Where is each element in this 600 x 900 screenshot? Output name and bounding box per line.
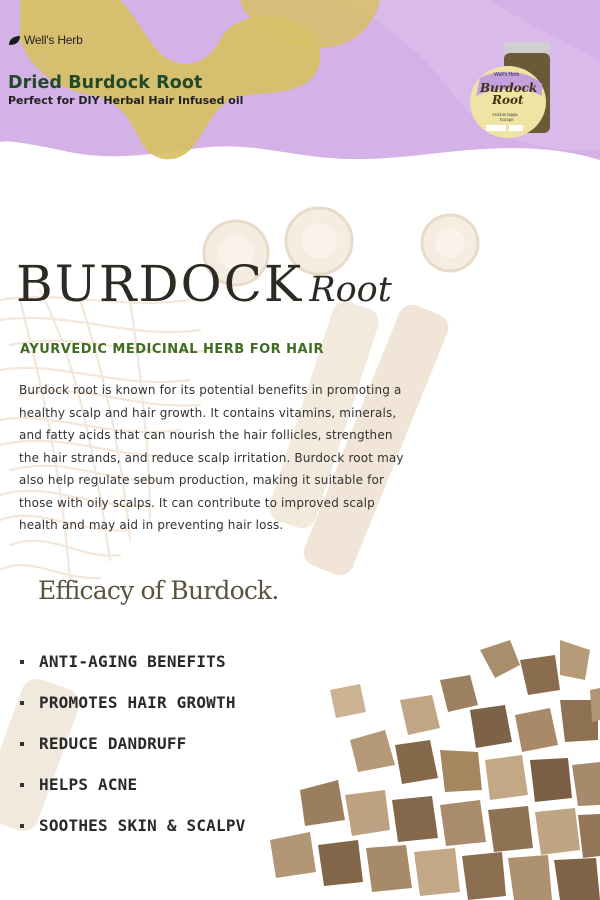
list-item	[20, 641, 246, 682]
product-title: Dried Burdock Root	[8, 73, 203, 93]
benefit-label: ANTI-AGING BENEFITS	[39, 652, 226, 671]
benefit-label: HELPS ACNE	[39, 775, 138, 794]
brand-name: Well's Herb	[24, 33, 83, 47]
list-item	[20, 723, 246, 764]
jar-label-line2: Root	[492, 93, 524, 107]
hero-title	[16, 255, 392, 313]
bullet-square-icon	[20, 783, 24, 787]
jar-label-latin: Arctium lappa	[492, 112, 518, 117]
hero-title-italic: Root	[309, 270, 392, 310]
benefit-label: PROMOTES HAIR GROWTH	[39, 693, 236, 712]
jar-label-line1: Burdock	[480, 81, 538, 95]
bullet-square-icon	[20, 660, 24, 664]
product-subtitle: Perfect for DIY Herbal Hair Infused oil	[8, 94, 244, 107]
efficacy-title: Efficacy of Burdock.	[38, 576, 279, 605]
benefit-label: REDUCE DANDRUFF	[39, 734, 187, 753]
list-item	[20, 682, 246, 723]
leaf-icon	[8, 35, 21, 46]
benefit-label: SOOTHES SKIN & SCALPV	[39, 816, 246, 835]
hero-title-main: BURDOCK	[16, 255, 304, 313]
hero-description: Burdock root is known for its potential benefits in promoting a healthy scalp and hair growth. It contains vitamins, minerals, and fatty acids that can nourish the hair follicles, strengthen the hair strands, and reduce scalp irritation. Burdock root may also help regulate sebum production, making it suitable for those with oily scalps. It can contribute to improved scalp health and may aid in preventing hair loss.	[19, 383, 404, 532]
product-jar-image	[468, 40, 552, 140]
list-item	[20, 764, 246, 805]
jar-label-origin: Europe	[500, 117, 514, 122]
hero-subheading: AYURVEDIC MEDICINAL HERB FOR HAIR	[20, 342, 324, 357]
benefits-list	[20, 641, 246, 846]
dried-root-chunks-pile	[270, 640, 600, 900]
list-item	[20, 805, 246, 846]
jar-label-brand: Well's Herb	[494, 72, 520, 78]
bullet-square-icon	[20, 701, 24, 705]
bullet-square-icon	[20, 824, 24, 828]
bullet-square-icon	[20, 742, 24, 746]
brand-logo	[8, 33, 83, 47]
